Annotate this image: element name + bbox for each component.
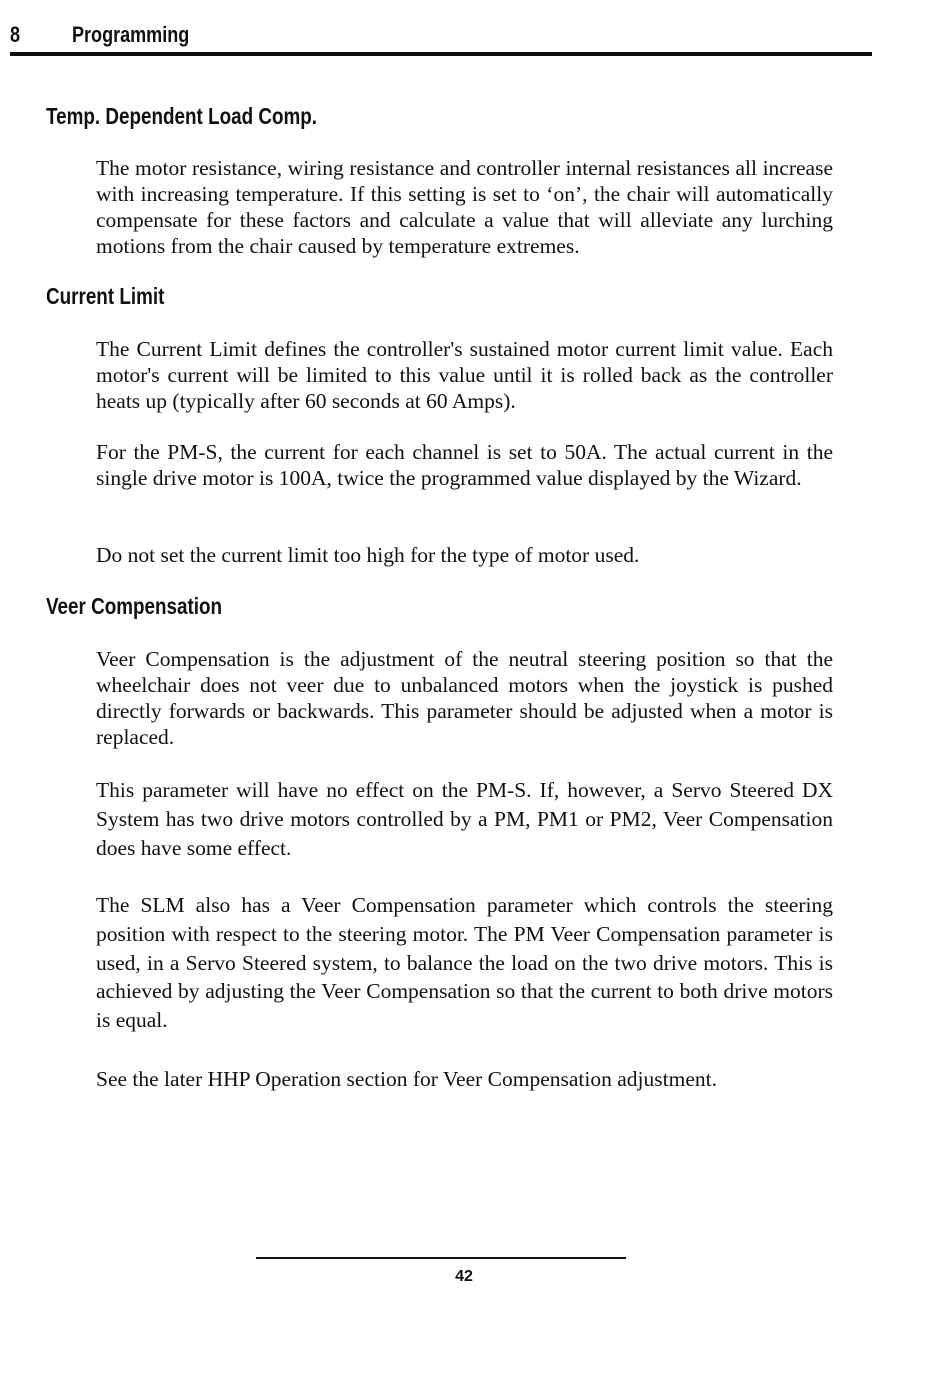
paragraph: The SLM also has a Veer Compensation parameter which controls the steering position with respect to the steering motor. The PM Veer Compensation parameter is used, in a Servo Steered system, to balance the load on the two drive motors. This is achieved by adjusting the Veer Compensation so that the current to both drive motors is equal. [96,893,833,1033]
section-heading-temp-load-comp: Temp. Dependent Load Comp. [46,103,318,129]
paragraph: For the PM-S, the current for each channel is set to 50A. The actual current in the single drive motor is 100A, twice the programmed value displayed by the Wizard. [96,440,833,490]
section-heading-veer-compensation: Veer Compensation [46,593,223,619]
paragraph: This parameter will have no effect on the PM-S. If, however, a Servo Steered DX System has two drive motors controlled by a PM, PM1 or PM2, Veer Compensation does have some effect. [96,778,833,860]
footer-rule [256,1257,626,1259]
paragraph: Veer Compensation is the adjustment of the neutral steering position so that the wheelchair does not veer due to unbalanced motors when the joystick is pushed directly forwards or backwards. This parameter should be adjusted when a motor is replaced. [96,647,833,749]
paragraph: See the later HHP Operation section for Veer Compensation adjustment. [96,1067,717,1091]
paragraph: The motor resistance, wiring resistance and controller internal resistances all increase with increasing temperature. If this setting is set to ‘on’, the chair will automatically compensate for these factors and calculate a value that will alleviate any lurching motions from the chair caused by temperature extremes. [96,156,833,258]
page-number: 42 [455,1268,473,1285]
chapter-number: 8 [10,22,21,47]
paragraph: The Current Limit defines the controller's sustained motor current limit value. Each motor's current will be limited to this value until it is rolled back as the controller heats up (typically after 60 seconds at 60 Amps). [96,337,833,413]
section-heading-current-limit: Current Limit [46,283,165,309]
paragraph: Do not set the current limit too high for the type of motor used. [96,543,640,567]
page-header [10,22,872,56]
chapter-title: Programming [72,22,190,47]
